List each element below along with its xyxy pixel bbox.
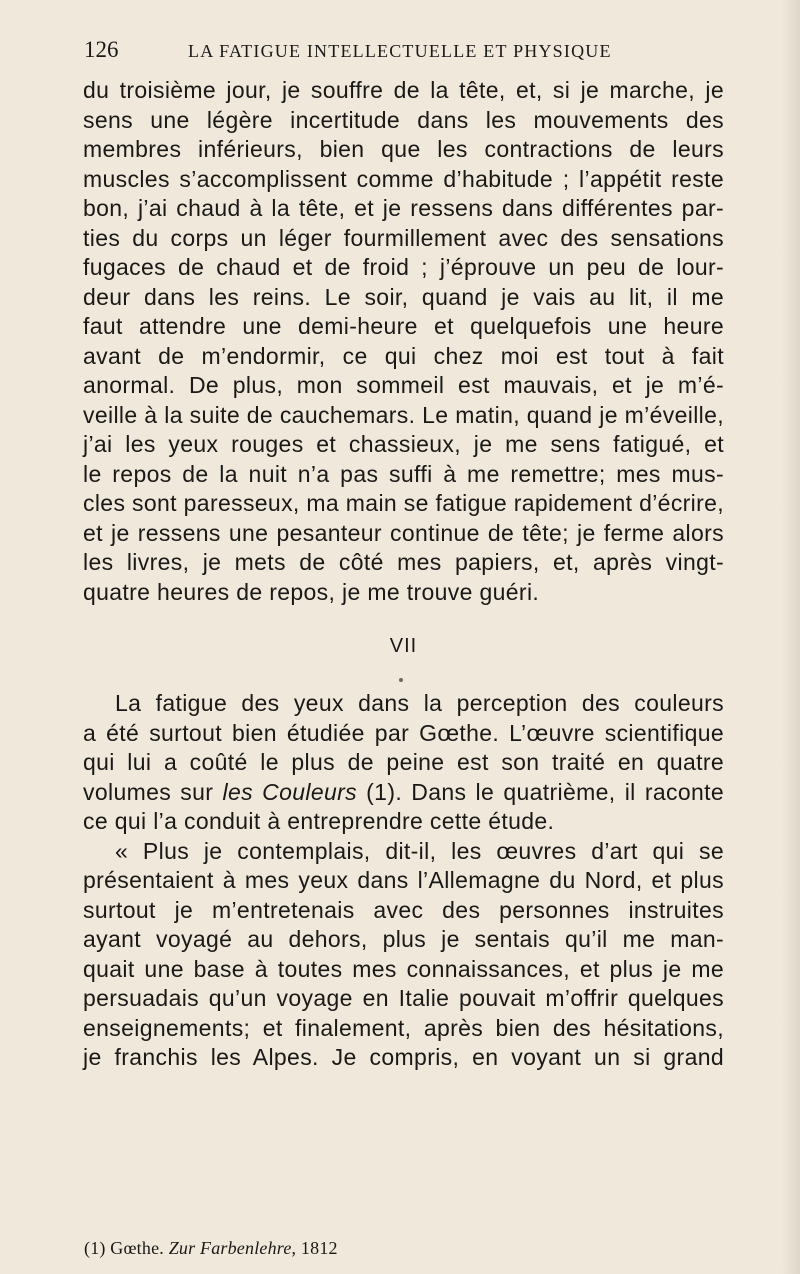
text-line: La fatigue des yeux dans la perception des couleurs xyxy=(115,690,724,716)
text-line: persuadais qu’un voyage en Italie pouvait m’offrir quelques xyxy=(83,985,724,1011)
paragraph-3 xyxy=(83,837,724,1073)
text-fragment: volumes sur xyxy=(83,778,223,805)
text-line: deur dans les reins. Le soir, quand je vais au lit, il me xyxy=(83,283,724,310)
text-line: cles sont paresseux, ma main se fatigue rapidement d’écrire, xyxy=(83,490,725,516)
text-line: quait une base à toutes mes connaissances, et plus je me xyxy=(83,955,724,982)
footnote-title: Zur Farbenlehre xyxy=(168,1238,292,1258)
text-line: quatre heures de repos, je me trouve guéri. xyxy=(83,578,540,605)
text-line: le repos de la nuit n’a pas suffi à me remettre; mes mus- xyxy=(83,460,724,487)
text-line: faut attendre une demi-heure et quelquefois une heure xyxy=(83,313,724,339)
footnote-year: , 1812 xyxy=(291,1238,338,1258)
footnote xyxy=(84,1237,338,1259)
paragraph-1 xyxy=(83,76,724,607)
page-edge-shadow xyxy=(782,0,800,1274)
text-line: les livres, je mets de côté mes papiers, et, après vingt- xyxy=(83,549,724,575)
text-line: je franchis les Alpes. Je compris, en voyant un si grand xyxy=(83,1044,724,1070)
italic-title: les Couleurs xyxy=(222,778,357,805)
text-line: ayant voyagé au dehors, plus je sentais qu’il me man- xyxy=(83,926,724,952)
running-title: LA FATIGUE INTELLECTUELLE ET PHYSIQUE xyxy=(188,41,612,61)
ornament-dot xyxy=(83,673,724,689)
text-line: veille à la suite de cauchemars. Le matin, quand je m’éveille, xyxy=(83,401,724,428)
page-body xyxy=(83,76,724,1073)
text-line: avant de m’endormir, ce qui chez moi est tout à fait xyxy=(83,342,724,369)
section-heading: VII xyxy=(389,635,418,657)
footnote-marker: (1) Gœthe. xyxy=(84,1238,169,1258)
page-number: 126 xyxy=(84,37,119,62)
text-line-with-title xyxy=(83,778,724,808)
text-line: a été surtout bien étudiée par Gœthe. L’œuvre scientifique xyxy=(83,719,724,746)
text-line: ties du corps un léger fourmillement avec des sensations xyxy=(83,224,724,251)
text-fragment: (1). Dans le quatrième, il raconte xyxy=(356,778,724,805)
text-line: présentaient à mes yeux dans l’Allemagne du Nord, et plus xyxy=(83,867,724,893)
page-header xyxy=(84,36,724,66)
text-line: fugaces de chaud et de froid ; j’éprouve un peu de lour- xyxy=(83,254,724,280)
text-line: muscles s’accomplissent comme d’habitude ; l’appétit reste xyxy=(83,165,724,192)
text-line: et je ressens une pesanteur continue de tête; je ferme alors xyxy=(83,519,724,546)
text-line: sens une légère incertitude dans les mouvements des xyxy=(83,106,724,133)
text-line: j’ai les yeux rouges et chassieux, je me sens fatigué, et xyxy=(83,431,724,457)
text-line: « Plus je contemplais, dit-il, les œuvres d’art qui se xyxy=(115,837,724,864)
text-line: du troisième jour, je souffre de la tête, et, si je marche, je xyxy=(83,77,724,103)
text-line: membres inférieurs, bien que les contractions de leurs xyxy=(83,136,724,162)
text-line: enseignements; et finalement, après bien des hésitations, xyxy=(83,1014,724,1041)
text-line: anormal. De plus, mon sommeil est mauvais, et je m’é- xyxy=(83,372,724,398)
paragraph-2 xyxy=(83,689,724,837)
text-line: bon, j’ai chaud à la tête, et je ressens dans différentes par- xyxy=(83,195,724,221)
text-line: ce qui l’a conduit à entreprendre cette étude. xyxy=(83,808,555,834)
text-line: surtout je m’entretenais avec des personnes instruites xyxy=(83,896,724,923)
text-line: qui lui a coûté le plus de peine est son traité en quatre xyxy=(83,749,724,775)
